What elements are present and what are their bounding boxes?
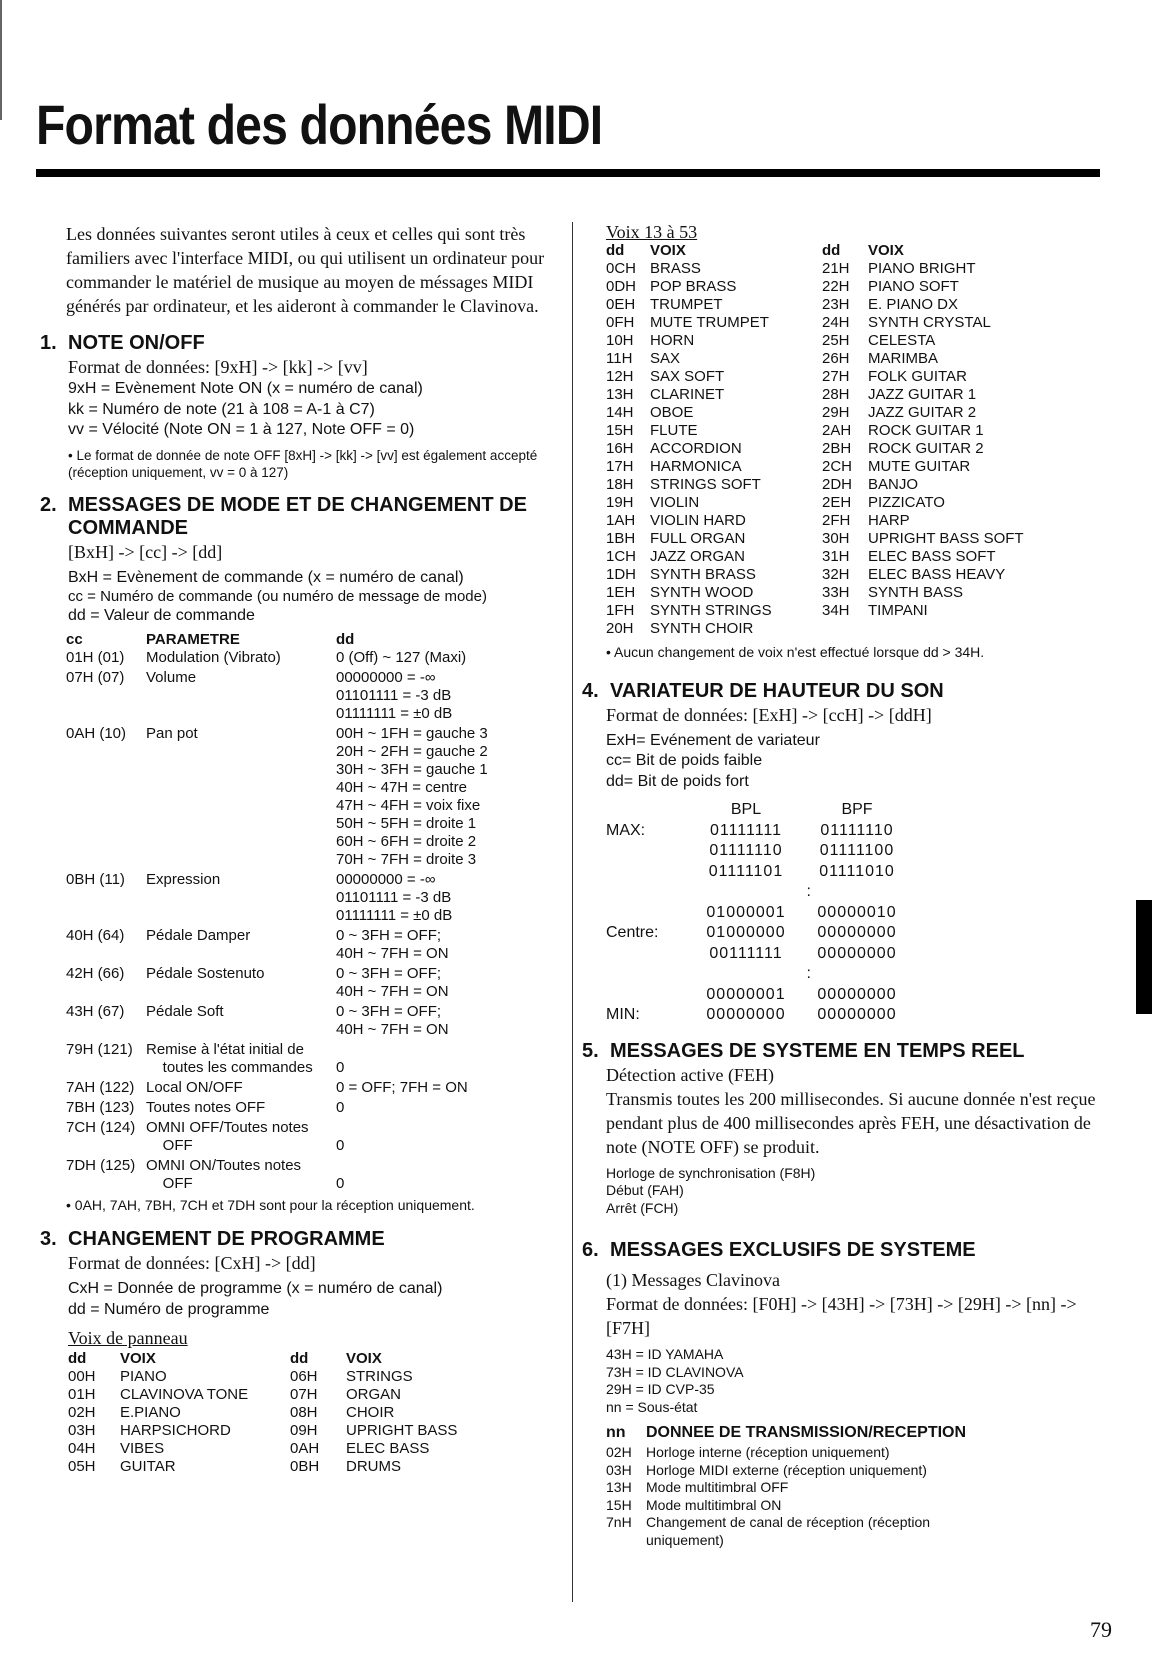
s4-line: cc= Bit de poids faible [606, 752, 763, 769]
s6-format: Format de données: [F0H] -> [43H] -> [73H] -> [29H] -> [nn] -> [F7H] [606, 1294, 1077, 1338]
page-title: Format des données MIDI [36, 93, 603, 156]
section-4-heading: 4. VARIATEUR DE HAUTEUR DU SON [582, 679, 944, 702]
table-row: 7BH (123) Toutes notes OFF 0 [66, 1098, 345, 1116]
table-row: 15H FLUTE 2AH ROCK GUITAR 1 [606, 422, 984, 439]
table-row: 11H SAX 26H MARIMBA [606, 350, 939, 367]
table-row: 1BH FULL ORGAN 30H UPRIGHT BASS SOFT [606, 530, 1024, 547]
table-row: Centre: 01000000 00000000 [606, 924, 897, 941]
table-row: 00H PIANO 06H STRINGS [68, 1368, 413, 1385]
table-row: 7nH Changement de canal de réception (réception uniquement) [606, 1514, 931, 1548]
table-row: 1AH VIOLIN HARD 2FH HARP [606, 512, 910, 529]
table-row: 01H (01) Modulation (Vibrato) 0 (Off) ~ 127 (Maxi) [66, 648, 467, 666]
left-column [40, 222, 550, 1476]
table-row: 19H VIOLIN 2EH PIZZICATO [606, 494, 945, 511]
table-row: 7CH (124) OMNI OFF/Toutes notes OFF 0 [66, 1118, 345, 1154]
table-row: 0CH BRASS 21H PIANO BRIGHT [606, 260, 976, 277]
table-row: 79H (121) Remise à l'état initial de toutes les commandes 0 [66, 1040, 345, 1076]
table-row: 03H HARPSICHORD 09H UPRIGHT BASS [68, 1422, 458, 1439]
s5-small: Arrêt (FCH) [606, 1199, 679, 1216]
s6-sub: (1) Messages Clavinova [606, 1270, 780, 1290]
table-row: 10H HORN 25H CELESTA [606, 332, 936, 349]
table-row: 7DH (125) OMNI ON/Toutes notes OFF 0 [66, 1156, 345, 1192]
table-row: 40H (64) Pédale Damper 0 ~ 3FH = OFF; 40H ~ 7FH = ON [66, 926, 449, 962]
s2-line: dd = Valeur de commande [68, 607, 255, 624]
table-row: 42H (66) Pédale Sostenuto 0 ~ 3FH = OFF; 40H ~ 7FH = ON [66, 964, 449, 1000]
table-row: 1EH SYNTH WOOD 33H SYNTH BASS [606, 584, 964, 601]
table-row: 1FH SYNTH STRINGS 34H TIMPANI [606, 602, 928, 619]
control-change-table [66, 631, 488, 1193]
table-row: 0EH TRUMPET 23H E. PIANO DX [606, 296, 959, 313]
table-row: 0BH (11) Expression 00000000 = -∞ 01101111 = -3 dB 01111111 = ±0 dB [66, 870, 453, 924]
table-row: : [806, 883, 812, 900]
table-row: 13H Mode multitimbral OFF [606, 1479, 789, 1495]
column-divider [572, 222, 573, 1602]
s4-line: dd= Bit de poids fort [606, 772, 749, 790]
s5-para1: Détection active (FEH) [606, 1064, 774, 1085]
table-row: 12H SAX SOFT 27H FOLK GUITAR [606, 368, 967, 385]
s3-line: CxH = Donnée de programme (x = numéro de canal) [68, 1280, 443, 1297]
s3-format: Format de données: [CxH] -> [dd] [68, 1253, 316, 1273]
table-header: dd VOIX dd VOIX [606, 242, 904, 259]
table-row: 02H E.PIANO 08H CHOIR [68, 1404, 395, 1421]
s6-small: 73H = ID CLAVINOVA [606, 1363, 744, 1380]
table-row: 02H Horloge interne (réception uniquement) [606, 1444, 890, 1460]
s6-small: 43H = ID YAMAHA [606, 1346, 724, 1362]
s4-line: ExH= Evénement de variateur [606, 731, 820, 749]
table-row: 13H CLARINET 28H JAZZ GUITAR 1 [606, 386, 977, 403]
s4-format: Format de données: [ExH] -> [ccH] -> [ddH] [606, 704, 932, 725]
table-row: 01111110 01111100 [709, 842, 895, 859]
section-5-heading: 5. MESSAGES DE SYSTEME EN TEMPS REEL [582, 1039, 1025, 1062]
section-2-heading: 2. MESSAGES DE MODE ET DE CHANGEMENT DE COMMANDE [40, 493, 527, 539]
table-row: 05H GUITAR 0BH DRUMS [68, 1458, 401, 1475]
table-row: 0FH MUTE TRUMPET 24H SYNTH CRYSTAL [606, 314, 991, 331]
table-row: 43H (67) Pédale Soft 0 ~ 3FH = OFF; 40H ~ 7FH = ON [66, 1002, 449, 1038]
table-row: 01000001 00000010 [706, 903, 897, 921]
s3-line: dd = Numéro de programme [68, 1300, 270, 1318]
intro-paragraph: Les données suivantes seront utiles à ceux et celles qui sont très familiers avec l'interface MIDI, ou qui utilisent un ordinateur pour commander le matériel de musique au moyen de méssages MIDI générés par ordinateur, et les aideront à commander le Clavinova. [66, 224, 545, 316]
table-row: MAX: 01111111 01111110 [606, 821, 894, 839]
page-number: 79 [1090, 1617, 1112, 1642]
s1-note: • Le format de donnée de note OFF [8xH] -> [kk] -> [vv] est également accepté (réception uniquement, vv = 0 à 127) [68, 447, 538, 480]
table-row: 00111111 00000000 [709, 944, 897, 962]
table-row: 15H Mode multitimbral ON [606, 1496, 782, 1513]
table-row: 1CH JAZZ ORGAN 31H ELEC BASS SOFT [606, 548, 996, 565]
table-row: MIN: 00000000 00000000 [606, 1006, 897, 1023]
s5-small: Horloge de synchronisation (F8H) [606, 1164, 816, 1181]
table-row: 16H ACCORDION 2BH ROCK GUITAR 2 [606, 440, 984, 457]
table-row: 17H HARMONICA 2CH MUTE GUITAR [606, 458, 971, 475]
s6-small: nn = Sous-état [606, 1398, 698, 1415]
table-row: 7AH (122) Local ON/OFF 0 = OFF; 7FH = ON [66, 1078, 468, 1096]
s1-format: Format de données: [9xH] -> [kk] -> [vv] [68, 357, 368, 377]
title-rule [36, 169, 1100, 177]
table-row: 04H VIBES 0AH ELEC BASS [68, 1440, 430, 1457]
s1-line: 9xH = Evènement Note ON (x = numéro de canal) [68, 380, 423, 397]
s5-para2: Transmis toutes les 200 millisecondes. Si aucune donnée n'est reçue pendant plus de 400 millisecondes après FEH, une désactivation de note (NOTE OFF) se produit. [606, 1088, 1096, 1157]
pitch-bend-table [606, 800, 902, 1026]
s2-line: cc = Numéro de commande (ou numéro de message de mode) [68, 588, 487, 605]
panel-voices-label: Voix de panneau [68, 1328, 188, 1348]
s2-line: BxH = Evènement de commande (x = numéro de canal) [68, 568, 464, 586]
table-header: cc PARAMETRE dd [66, 630, 355, 648]
table-row: 00000001 00000000 [706, 985, 897, 1003]
section-6-heading: 6. MESSAGES EXCLUSIFS DE SYSTEME [582, 1239, 976, 1261]
table-row: 20H SYNTH CHOIR [606, 620, 754, 637]
s5-small: Début (FAH) [606, 1182, 684, 1198]
table-row: 0DH POP BRASS 22H PIANO SOFT [606, 278, 959, 295]
s1-line: vv = Vélocité (Note ON = 1 à 127, Note OFF = 0) [68, 421, 415, 438]
right-column [582, 220, 1106, 1549]
s1-line: kk = Numéro de note (21 à 108 = A-1 à C7) [68, 400, 375, 418]
s2-format: [BxH] -> [cc] -> [dd] [68, 541, 223, 562]
page-edge-line [0, 0, 2, 120]
table-row: 1DH SYNTH BRASS 32H ELEC BASS HEAVY [606, 566, 1006, 583]
sysex-table [606, 1422, 966, 1549]
table-header: BPL BPF [730, 801, 873, 818]
panel-voices-table [68, 1350, 457, 1476]
section-tab-marker [1136, 900, 1152, 1014]
table-row: 01H CLAVINOVA TONE 07H ORGAN [68, 1386, 402, 1403]
table-row: 14H OBOE 29H JAZZ GUITAR 2 [606, 404, 977, 421]
table-row: 18H STRINGS SOFT 2DH BANJO [606, 476, 919, 493]
voices-note: • Aucun changement de voix n'est effectué lorsque dd > 34H. [606, 644, 985, 660]
section-3-heading: 3. CHANGEMENT DE PROGRAMME [40, 1228, 385, 1250]
s2-note: • 0AH, 7AH, 7BH, 7CH et 7DH sont pour la réception uniquement. [66, 1196, 475, 1213]
s6-small: 29H = ID CVP-35 [606, 1381, 715, 1397]
voices-13-53-label: Voix 13 à 53 [606, 222, 698, 242]
section-1-heading: 1. NOTE ON/OFF [40, 332, 205, 354]
table-row: : [806, 965, 812, 982]
voices-table [606, 242, 1024, 638]
table-row: 0AH (10) Pan pot 00H ~ 1FH = gauche 3 20H ~ 2FH = gauche 2 30H ~ 3FH = gauche 1 40H ~ 47H = centre 47H ~ 4FH = voix fixe 50H ~ 5FH = droite 1 60H ~ 6FH = droite 2 70H ~ 7FH = droite 3 [66, 724, 488, 868]
table-row: 01111101 01111010 [708, 862, 895, 880]
table-row: 07H (07) Volume 00000000 = -∞ 01101111 = -3 dB 01111111 = ±0 dB [66, 668, 453, 722]
table-header: nn DONNEE DE TRANSMISSION/RECEPTION [606, 1424, 967, 1441]
table-header: dd VOIX dd VOIX [68, 1350, 382, 1367]
table-row: 03H Horloge MIDI externe (réception uniquement) [606, 1461, 927, 1478]
